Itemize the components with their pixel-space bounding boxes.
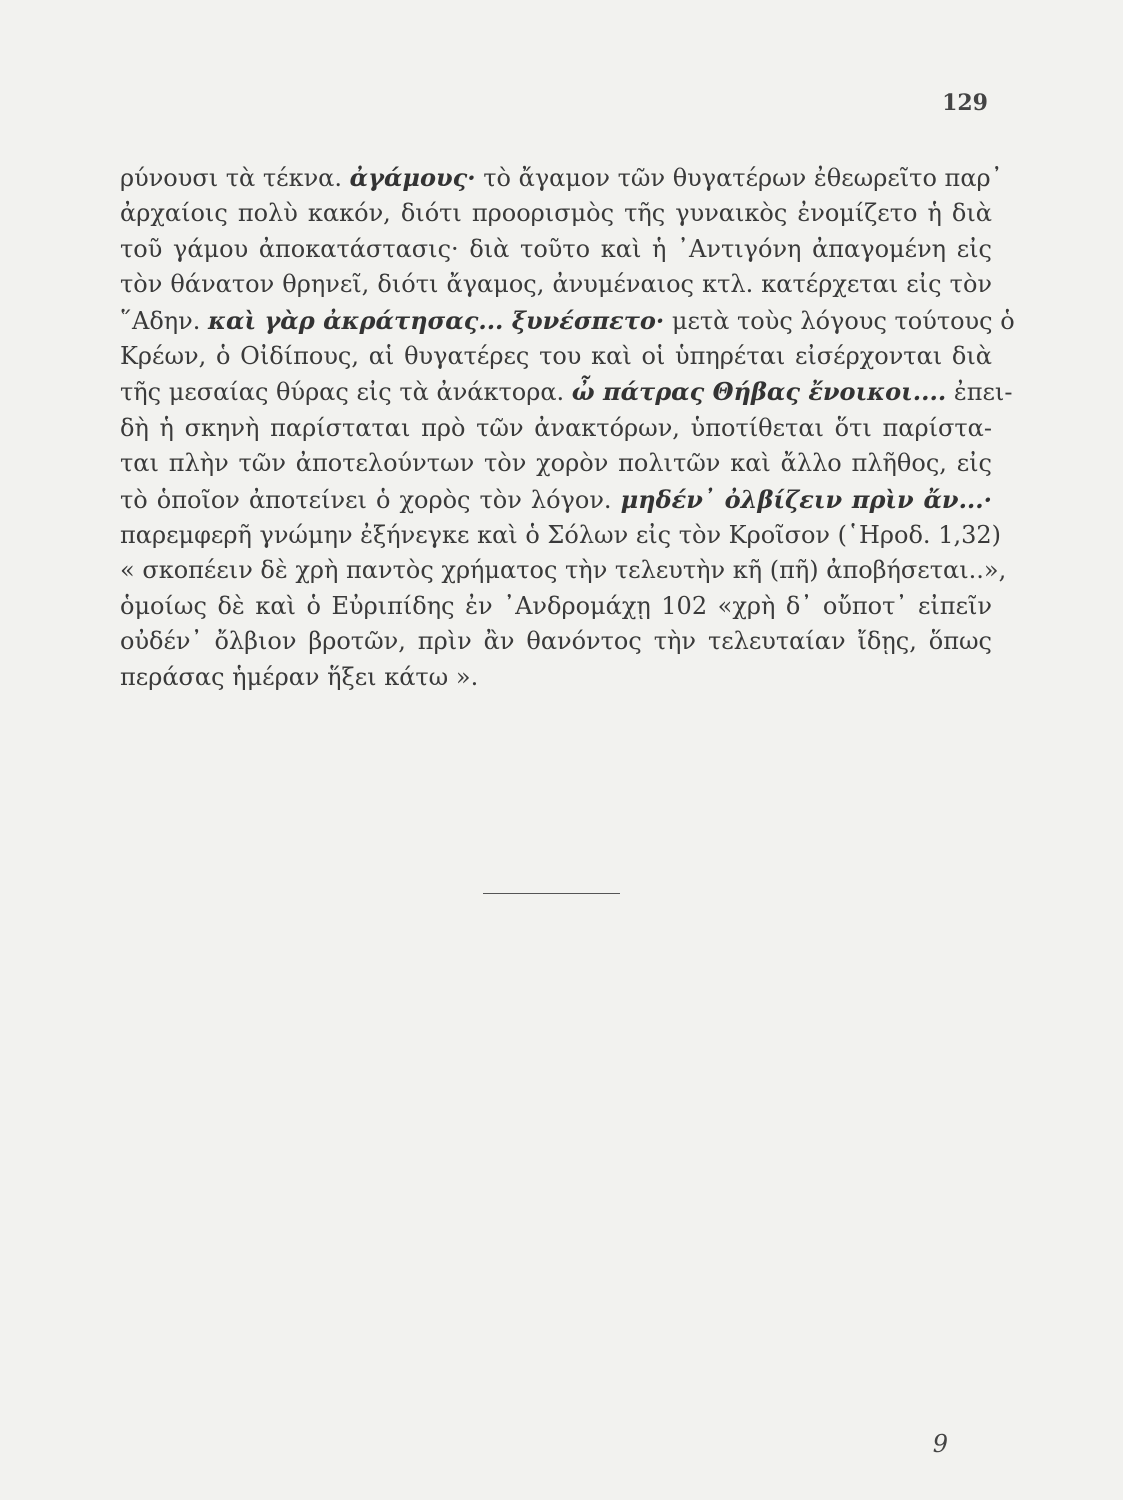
text-segment: ἐπει-: [946, 378, 1013, 407]
text-line: Κρέων, ὁ Οἰδίπους, αἱ θυγατέρες του καὶ οἱ ὑπηρέται εἰσέρχονται διὰ: [120, 342, 992, 371]
lemma-o-patras: ὦ πάτρας Θήβας ἔνοικοι....: [571, 377, 947, 407]
text-line: ὁμοίως δὲ καὶ ὁ Εὐριπίδης ἐν ᾿Ανδρομάχῃ 102 «χρὴ δ᾿ οὔποτ᾿ εἰπεῖν: [120, 591, 992, 620]
text-segment: ρύνουσι τὰ τέκνα.: [120, 164, 350, 192]
text-line: τὸν θάνατον θρηνεῖ, διότι ἄγαμος, ἀνυμέναιος κτλ. κατέρχεται εἰς τὸν: [120, 270, 992, 299]
commentary-text: [120, 160, 1015, 695]
text-line: παρεμφερῆ γνώμην ἐξήνεγκε καὶ ὁ Σόλων εἰς τὸν Κροῖσον (῾Ηροδ. 1,32): [120, 521, 1001, 550]
lemma-agamous: ἀγάμους·: [349, 163, 476, 192]
text-line: « σκοπέειν δὲ χρὴ παντὸς χρήματος τὴν τελευτὴν κῆ (πῆ) ἀποβήσεται..»,: [120, 556, 1007, 585]
text-line: ται πλὴν τῶν ἀποτελούντων τὸν χορὸν πολιτῶν καὶ ἄλλο πλῆθος, εἰς: [120, 449, 992, 478]
text-line: [120, 374, 1013, 410]
text-line: τοῦ γάμου ἀποκατάστασις· διὰ τοῦτο καὶ ἡ ᾿Αντιγόνη ἀπαγομένη εἰς: [120, 234, 992, 263]
text-line: οὐδέν᾿ ὄλβιον βροτῶν, πρὶν ἂν θανόντος τὴν τελευταίαν ἴδῃς, ὅπως: [120, 627, 992, 656]
text-line: [120, 160, 1003, 196]
page-number: 129: [942, 90, 988, 116]
lemma-meden: μηδέν᾿ ὀλβίζειν πρὶν ἄν...·: [620, 484, 992, 514]
section-divider: [483, 893, 620, 894]
text-segment: τὸ ὁποῖον ἀποτείνει ὁ χορὸς τὸν λόγον.: [120, 485, 621, 514]
signature-mark: 9: [932, 1430, 948, 1458]
text-segment: τὸ ἄγαμον τῶν θυγατέρων ἐθεωρεῖτο παρ᾿: [475, 164, 1003, 192]
text-line: [120, 303, 1015, 339]
text-line: ἀρχαίοις πολὺ κακόν, διότι προορισμὸς τῆς γυναικὸς ἐνομίζετο ἡ διὰ: [120, 199, 992, 228]
text-segment: τῆς μεσαίας θύρας εἰς τὰ ἀνάκτορα.: [120, 378, 572, 407]
text-line: δὴ ἡ σκηνὴ παρίσταται πρὸ τῶν ἀνακτόρων, ὑποτίθεται ὅτι παρίστα-: [120, 413, 992, 442]
text-line: [120, 482, 992, 518]
lemma-kai-gar: καὶ γὰρ ἀκράτησας... ξυνέσπετο·: [208, 305, 665, 335]
text-segment: μετὰ τοὺς λόγους τούτους ὁ: [664, 306, 1015, 335]
text-segment: ῞Αδην.: [120, 306, 209, 335]
text-line: περάσας ἡμέραν ἥξει κάτω ».: [120, 662, 479, 691]
